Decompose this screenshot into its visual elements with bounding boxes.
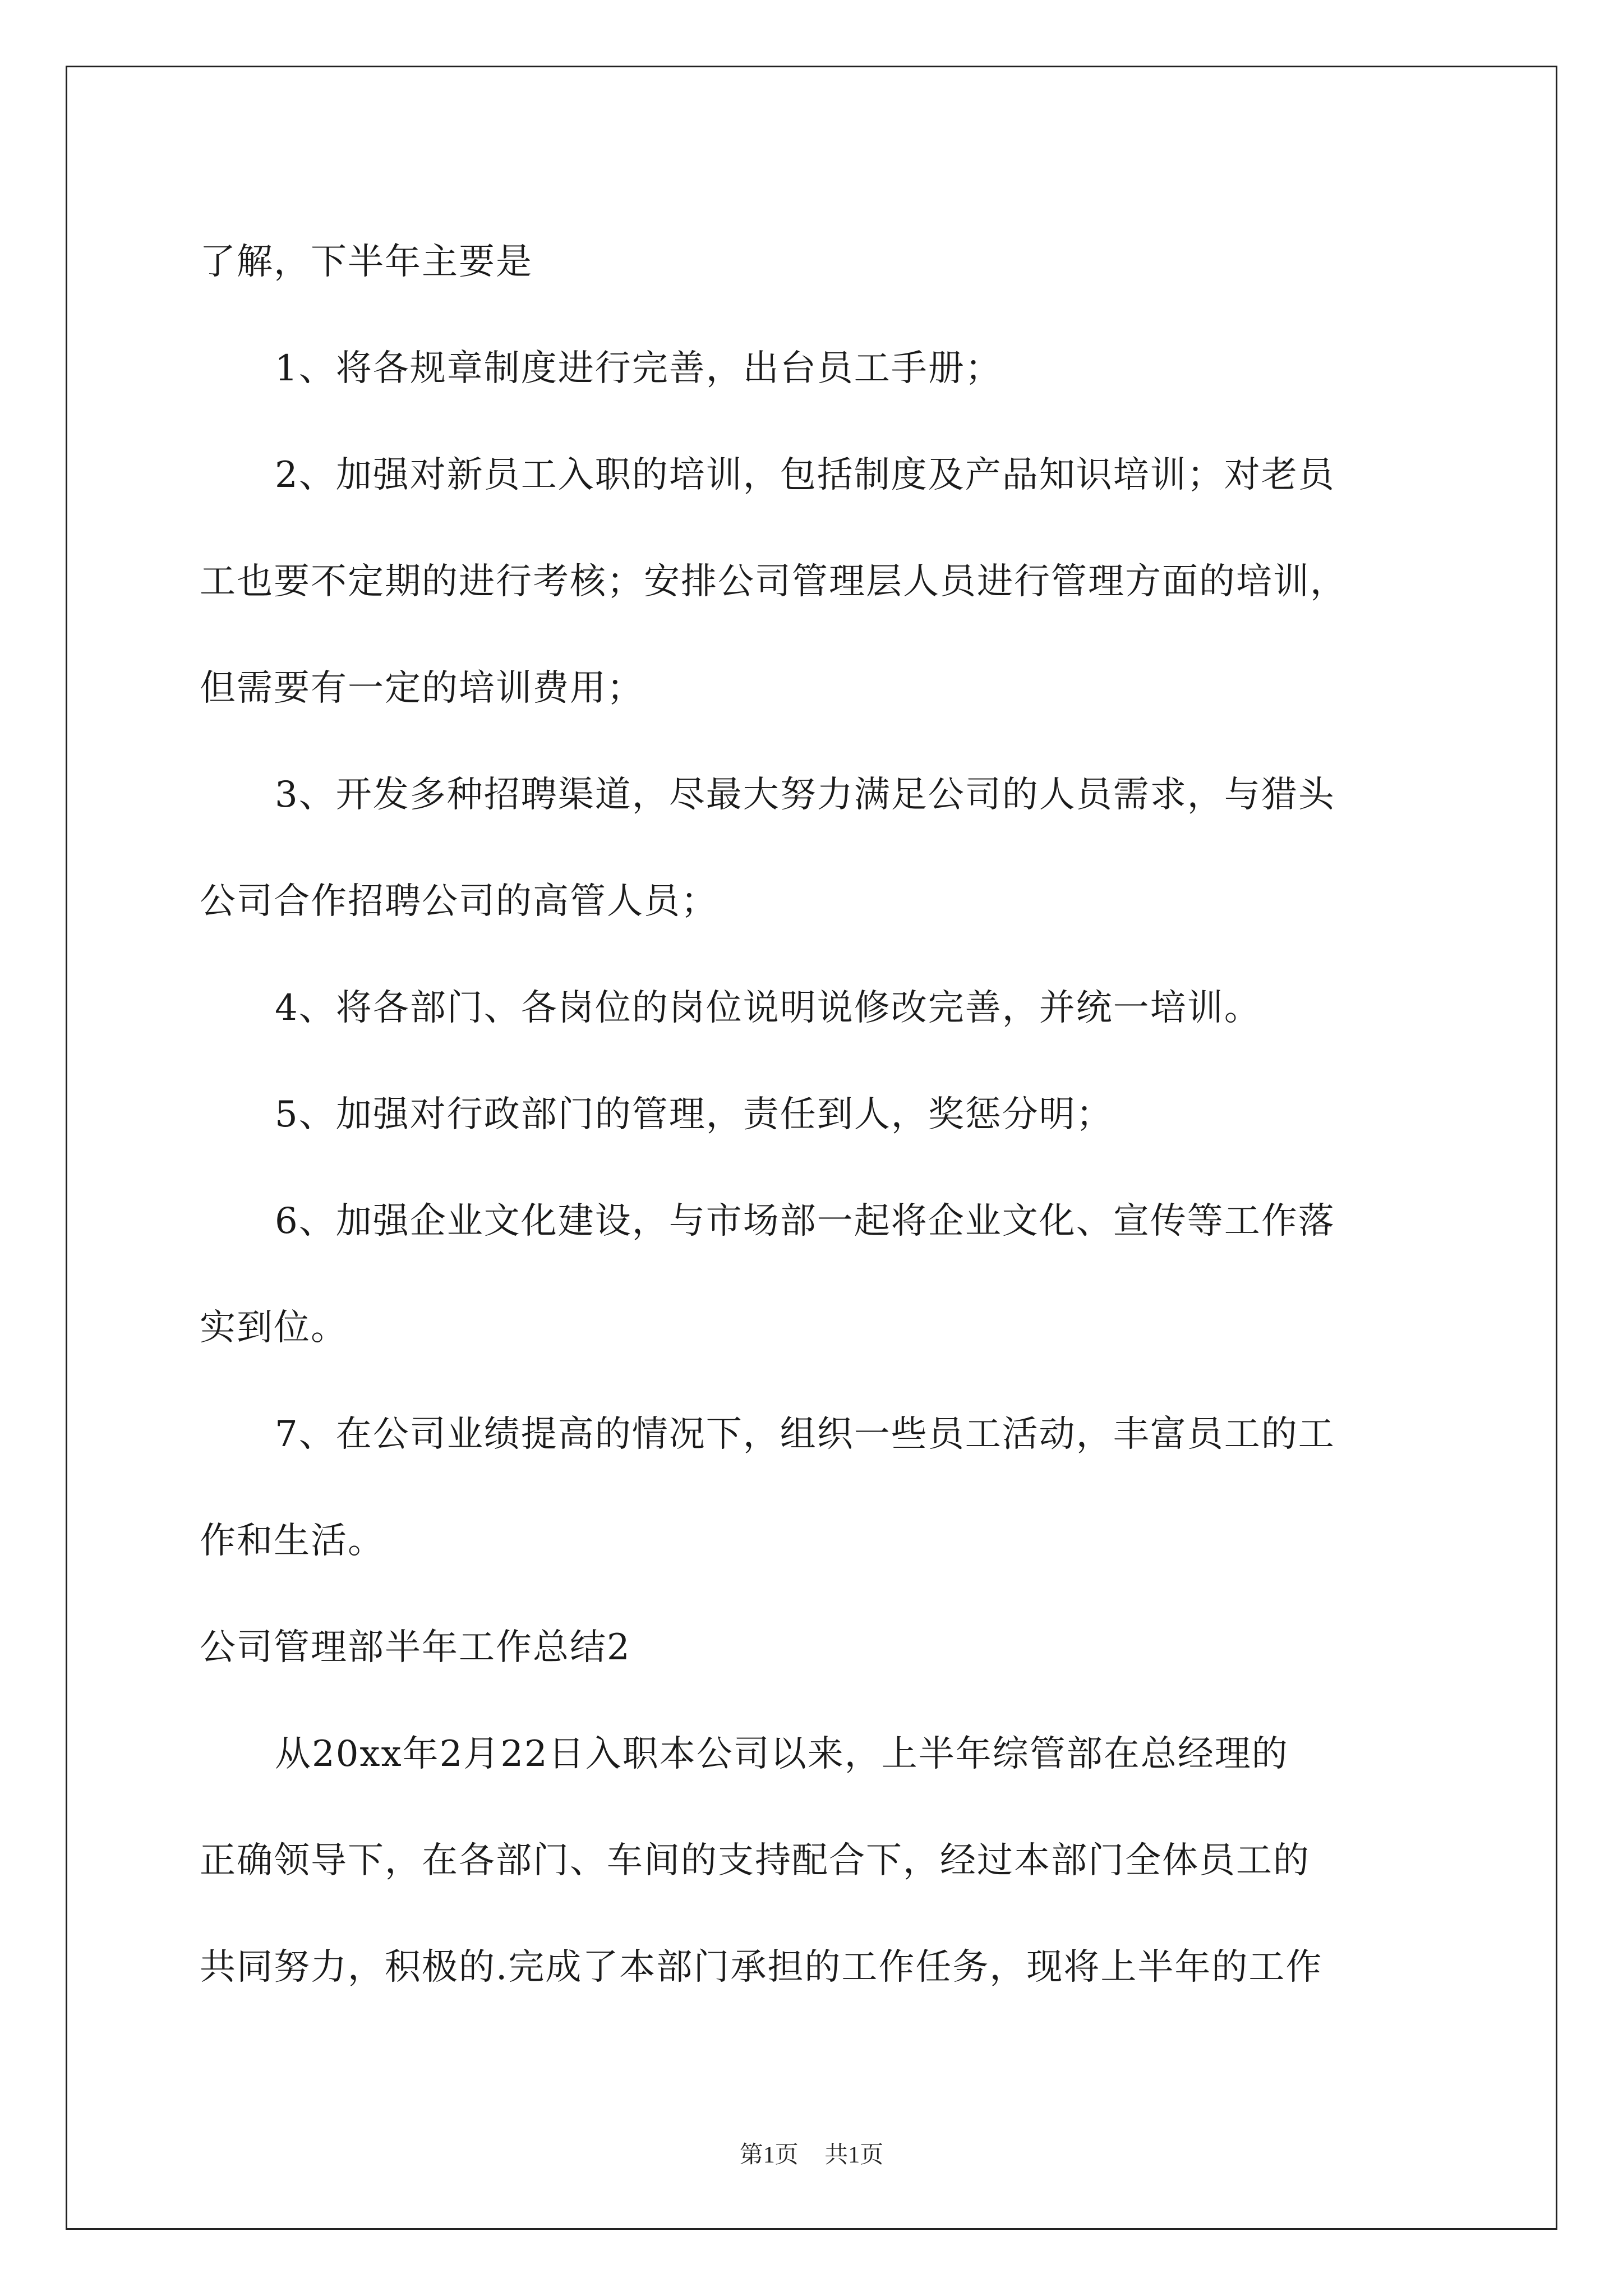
- line-16: 正确领导下，在各部门、车间的支持配合下，经过本部门全体员工的: [200, 1840, 1310, 1881]
- line-06: 3、开发多种招聘渠道，尽最大努力满足公司的人员需求，与猎头: [275, 774, 1335, 816]
- line-04: 工也要不定期的进行考核；安排公司管理层人员进行管理方面的培训，: [200, 561, 1347, 602]
- line-05: 但需要有一定的培训费用；: [200, 668, 644, 709]
- line-07: 公司合作招聘公司的高管人员；: [200, 881, 718, 922]
- page-number: 第1页: [739, 2142, 799, 2168]
- page-total: 共1页: [824, 2142, 884, 2168]
- line-10: 6、加强企业文化建设，与市场部一起将企业文化、宣传等工作落: [275, 1200, 1335, 1242]
- document-body: [200, 209, 1450, 2021]
- page-footer: [0, 2136, 1623, 2170]
- line-03: 2、加强对新员工入职的培训，包括制度及产品知识培训；对老员: [275, 454, 1335, 496]
- line-09: 5、加强对行政部门的管理，责任到人，奖惩分明；: [275, 1094, 1113, 1135]
- line-08: 4、将各部门、各岗位的岗位说明说修改完善，并统一培训。: [275, 987, 1261, 1029]
- line-17: 共同努力，积极的.完成了本部门承担的工作任务，现将上半年的工作: [200, 1947, 1323, 1988]
- line-15: 从20xx年2月22日入职本公司以来，上半年综管部在总经理的: [275, 1733, 1289, 1775]
- line-12: 7、在公司业绩提高的情况下，组织一些员工活动，丰富员工的工: [275, 1414, 1335, 1455]
- line-01: 了解，下半年主要是: [200, 241, 533, 283]
- line-11: 实到位。: [200, 1307, 348, 1349]
- line-13: 作和生活。: [200, 1520, 385, 1562]
- line-02: 1、将各规章制度进行完善，出台员工手册；: [275, 348, 1002, 389]
- section-heading: 公司管理部半年工作总结2: [200, 1627, 631, 1668]
